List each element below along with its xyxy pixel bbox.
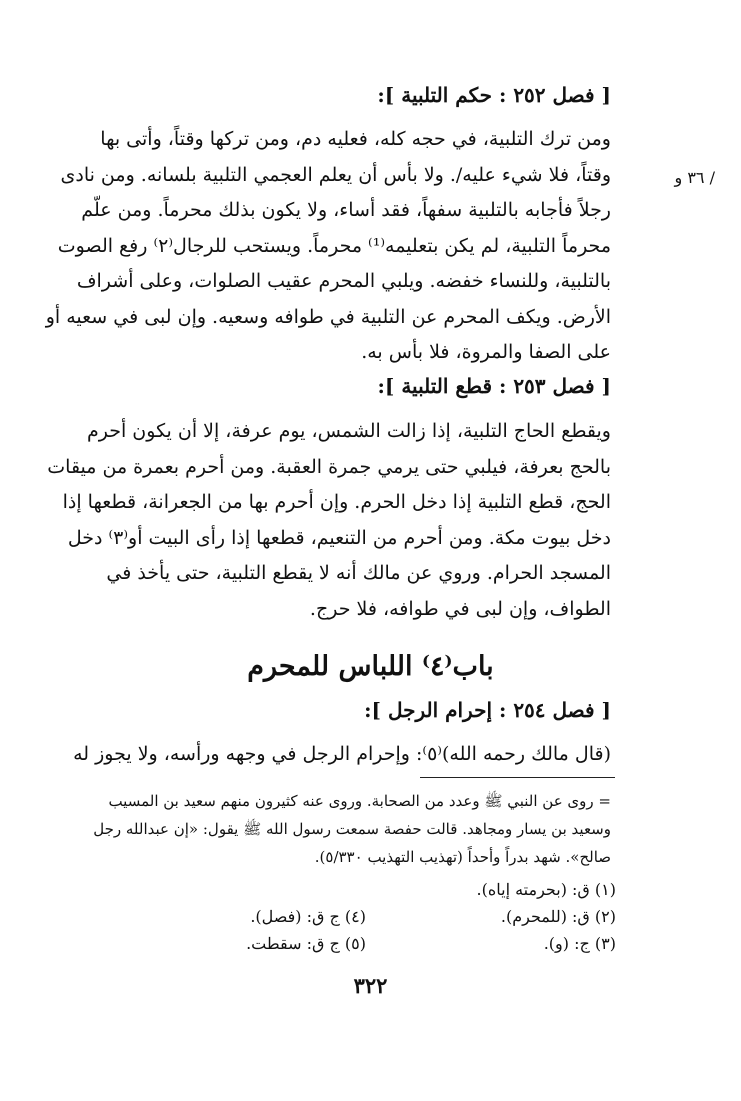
section-heading-254: [ فصل ٢٥٤ : إحرام الرجل ]: <box>364 698 611 722</box>
section-heading-253: [ فصل ٢٥٣ : قطع التلبية ]: <box>377 374 611 398</box>
section-body-253 <box>47 414 611 627</box>
footnote-4: (٤) ج ق: (فصل). <box>250 907 366 926</box>
body-line: رجلاً فأجابه بالتلبية سفهاً، فقد أساء، ولا يكون بذلك محرماً. ومن علّم <box>81 199 611 221</box>
page-number: ٣٢٢ <box>353 973 388 998</box>
body-line: الحج، قطع التلبية إذا دخل الحرم. وإن أحرم بها من الجعرانة، قطعها إذا <box>62 491 611 513</box>
section-body-252 <box>45 122 611 371</box>
body-line: دخل بيوت مكة. ومن أحرم من التنعيم، قطعها إذا رأى البيت أو⁽٣⁾ دخل <box>67 526 611 549</box>
footnotes <box>136 876 616 957</box>
footnote-continuation-line: = روى عن النبي ﷺ وعدد من الصحابة. وروى عنه كثيرون منهم سعيد بن المسيب <box>108 792 611 810</box>
body-line: الطواف، وإن لبى في طوافه، فلا حرج. <box>309 597 611 620</box>
footnote-continuation-line: صالح». شهد بدراً وأحداً (تهذيب التهذيب ٥/٣٣٠). <box>314 848 611 866</box>
body-line: بالتلبية، وللنساء خفضه. ويلبي المحرم عقيب الصلوات، وعلى أشراف <box>76 270 611 292</box>
body-line: على الصفا والمروة، فلا بأس به. <box>361 341 611 363</box>
footnote-3: (٣) ج: (و). <box>543 934 616 953</box>
body-line: بالحج بعرفة، فيلبي حتى يرمي جمرة العقبة. ومن أحرم بعمرة من ميقات <box>47 455 611 478</box>
section-heading-252: [ فصل ٢٥٢ : حكم التلبية ]: <box>377 83 611 107</box>
body-line: محرماً التلبية، لم يكن بتعليمه⁽¹⁾ محرماً. ويستحب للرجال⁽٢⁾ رفع الصوت <box>57 234 611 257</box>
footnote-2: (٢) ق: (للمحرم). <box>500 907 616 926</box>
section-body-254 <box>73 737 611 773</box>
body-line: الأرض. ويكف المحرم عن التلبية في طوافه وسعيه. وإن لبى في سعيه أو <box>45 305 611 328</box>
chapter-title: باب⁽٤⁾ اللباس للمحرم <box>247 651 494 682</box>
footnote-5: (٥) ج ق: سقطت. <box>246 934 366 953</box>
body-line: (قال مالك رحمه الله)⁽٥⁾: وإحرام الرجل في وجهه ورأسه، ولا يجوز له <box>73 743 611 765</box>
footnote-1: (١) ق: (بحرمته إياه). <box>476 880 616 899</box>
body-line: وقتاً، فلا شيء عليه/. ولا بأس أن يعلم العجمي التلبية بلسانه. ومن نادى <box>60 163 611 186</box>
body-line: المسجد الحرام. وروي عن مالك أنه لا يقطع التلبية، حتى يأخذ في <box>106 562 611 584</box>
body-line: ويقطع الحاج التلبية، إذا زالت الشمس، يوم عرفة، إلا أن يكون أحرم <box>86 420 611 442</box>
footnote-continuation-line: وسعيد بن يسار ومجاهد. قالت حفصة سمعت رسول الله ﷺ يقول: «إن عبدالله رجل <box>93 820 611 838</box>
body-line: ومن ترك التلبية، في حجه كله، فعليه دم، ومن تركها وقتاً، وأتى بها <box>100 128 611 150</box>
footnote-separator <box>420 777 615 778</box>
manuscript-folio-note: / ٣٦ و <box>674 168 715 187</box>
